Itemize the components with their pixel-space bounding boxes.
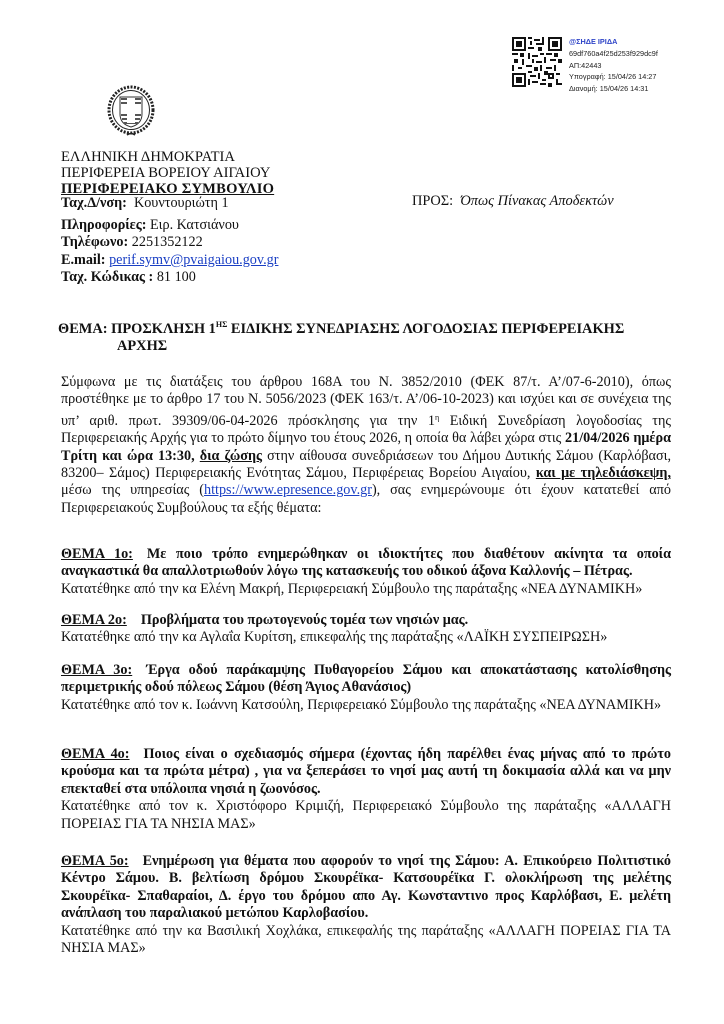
subject-text-b: ΕΙΔΙΚΗΣ ΣΥΝΕΔΡΙΑΣΗΣ ΛΟΓΟΔΟΣΙΑΣ ΠΕΡΙΦΕΡΕΙΑΚΗΣ bbox=[230, 321, 625, 337]
contact-details bbox=[61, 195, 278, 287]
topic-title: Προβλήματα του πρωτογενούς τομέα των νησιών μας. bbox=[140, 612, 469, 628]
email-link[interactable]: perif.symv@pvaigaiou.gov.gr bbox=[109, 251, 279, 268]
remote-note: και με τηλεδιάσκεψη, bbox=[535, 465, 671, 482]
topic-item bbox=[61, 612, 671, 647]
organization-header bbox=[61, 149, 274, 197]
info-value: Ειρ. Κατσιάνου bbox=[150, 216, 239, 233]
info-row bbox=[61, 217, 278, 235]
topic-submitter: Κατατέθηκε από την κα Αγλαΐα Κυρίτση, επικεφαλής της παράταξης «ΛΑΪΚΗ ΣΥΣΠΕΙΡΩΣΗ» bbox=[61, 629, 608, 646]
subject-heading bbox=[58, 316, 658, 355]
intro-paragraph bbox=[61, 374, 671, 517]
topic-item bbox=[61, 662, 671, 714]
recipient-value: Όπως Πίνακας Αποδεκτών bbox=[460, 193, 614, 209]
meeting-date: 21/04/2026 ημέρα Τρίτη και ώρα 13:30, bbox=[61, 430, 671, 464]
info-label: Πληροφορίες: bbox=[61, 216, 147, 233]
topic-item bbox=[61, 746, 671, 833]
topic-submitter: Κατατέθηκε από τον κ. Χριστόφορο Κριμιζή, Περιφερειακό Σύμβουλο της παράταξης «ΑΛΛΑΓΗ ΠΟΡΕΙΑΣ ΓΙΑ ΤΑ ΝΗΣΙΑ ΜΑΣ» bbox=[61, 798, 671, 832]
topic-title: Ενημέρωση για θέματα που αφορούν το νησί της Σάμου: Α. Επικούρειο Πολιτιστικό Κέντρο Σάμου. Β. βελτίωση δρόμου Σκουρέϊκα- Κατσουρέϊκα Γ. ολοκλήρωση της μελέτης Σκουρέϊκα- Σπαθαραίοι, Δ. έργο του δρόμου απο Αγ. Κωνσταντινο προς Καρλόβασι, Ε. μελέτη ανάπλαση του παραλιακού μετώπου Καρλοβασίου. bbox=[61, 853, 672, 922]
intro-text-5: ), σας ενημερώνουμε ότι έχουν κατατεθεί από Περιφερειακούς Συμβούλους τα εξής θέματα: bbox=[61, 482, 671, 516]
intro-text-2: Ειδική Συνεδρίαση λογοδοσίας της Περιφερειακής Αρχής για το πρώτο δίμηνο του έτους 2026, η οποία θα λάβει χώρα στις bbox=[61, 412, 671, 447]
topic-title: Με ποιο τρόπο ενημερώθηκαν οι ιδιοκτήτες που διαθέτουν ακίνητα τα οποία αναγκαστικά θα απαλλοτριωθούν λόγω της κατασκευής του οδικού άξονα Καλλονής – Πέτρας. bbox=[61, 546, 672, 580]
stamp-signature-date: Υπογραφή: 15/04/26 14:27 bbox=[569, 72, 657, 82]
stamp-protocol-number: ΑΠ:42443 bbox=[569, 60, 602, 70]
topic-item bbox=[61, 853, 671, 957]
subject-text-a: ΠΡΟΣΚΛΗΣΗ 1 bbox=[111, 321, 216, 337]
intro-ordinal: η bbox=[434, 412, 440, 422]
topic-submitter: Κατατέθηκε από την κα Ελένη Μακρή, Περιφερειακή Σύμβουλο της παράταξης «ΝΕΑ ΔΥΝΑΜΙΚΗ» bbox=[61, 580, 643, 597]
topic-number: ΘΕΜΑ 1ο: bbox=[61, 546, 133, 562]
intro-text-3: στην αίθουσα συνεδριάσεων του Δήμου Δυτικής Σάμου (Καρλόβασι, 83200– Σάμος) Περιφερειακής Ενότητας Σάμου, Περιφέρειας Βορείου Αιγαίου, bbox=[61, 447, 671, 482]
topic-number: ΘΕΜΑ 2ο: bbox=[61, 612, 127, 628]
in-person-note: δια ζώσης bbox=[199, 447, 263, 464]
postcode-label: Ταχ. Κώδικας : bbox=[61, 269, 154, 286]
org-council: ΠΕΡΙΦΕΡΕΙΑΚΟ ΣΥΜΒΟΥΛΙΟ bbox=[61, 181, 275, 197]
topic-title: Ποιος είναι ο σχεδιασμός σήμερα (έχοντας ήδη παρέλθει ένας μήνας από το πρώτο κρούσμα και τα πρώτα μέτρα) , για να ξεπεράσει το νησί μας αυτή τη δοκιμασία αλλά και να μην επεκταθεί στα υπόλοιπα νησιά η ζωονόσος. bbox=[61, 746, 671, 797]
address-row bbox=[61, 195, 278, 213]
topic-number: ΘΕΜΑ 3ο: bbox=[61, 662, 133, 678]
epresence-link[interactable]: https://www.epresence.gov.gr bbox=[203, 482, 372, 499]
topic-number: ΘΕΜΑ 4ο: bbox=[61, 746, 130, 762]
intro-text-1: Σύμφωνα με τις διατάξεις του άρθρου 168Α του Ν. 3852/2010 (ΦΕΚ 87/τ. Α’/07-6-2010), όπως προστέθηκε με το άρθρο 17 του Ν. 5056/2023 (ΦΕΚ 163/τ. Α’/06-10-2023) και ισχύει και σε συνέχεια της υπ’ αριθ. πρωτ. 39309/06-04-2026 πρόσκλησης για την 1 bbox=[61, 374, 671, 429]
subject-text-c: ΑΡΧΗΣ bbox=[117, 338, 168, 354]
postcode-value: 81 100 bbox=[156, 269, 196, 286]
recipient-label: ΠΡΟΣ: bbox=[412, 193, 454, 209]
org-republic: ΕΛΛΗΝΙΚΗ ΔΗΜΟΚΡΑΤΙΑ bbox=[61, 149, 235, 165]
greek-coat-of-arms-icon bbox=[105, 84, 157, 138]
recipient-line bbox=[412, 193, 614, 210]
email-label: E.mail: bbox=[61, 251, 106, 268]
email-row bbox=[61, 252, 278, 270]
topic-number: ΘΕΜΑ 5ο: bbox=[61, 853, 129, 869]
address-label: Ταχ.Δ/νση: bbox=[61, 195, 127, 211]
org-region: ΠΕΡΙΦΕΡΕΙΑ ΒΟΡΕΙΟΥ ΑΙΓΑΙΟΥ bbox=[61, 165, 271, 181]
subject-ordinal: ΗΣ bbox=[215, 320, 228, 329]
digital-signature-stamp bbox=[512, 36, 712, 96]
topic-submitter: Κατατέθηκε από τον κ. Ιωάννη Κατσούλη, Περιφερειακό Σύμβουλο της παράταξης «ΝΕΑ ΔΥΝΑΜΙΚΗ» bbox=[61, 696, 662, 713]
qr-code-icon bbox=[512, 36, 562, 88]
topic-title: Έργα οδού παράκαμψης Πυθαγορείου Σάμου και αποκατάστασης κατολίσθησης περιμετρικής οδού πόλεως Σάμου (θέση Άγιος Αθανάσιος) bbox=[61, 662, 671, 696]
stamp-brand: @ΣΗΔΕ ΙΡΙΔΑ bbox=[569, 37, 618, 46]
topic-item bbox=[61, 546, 671, 598]
postcode-row bbox=[61, 269, 278, 287]
phone-label: Τηλέφωνο: bbox=[61, 234, 129, 251]
phone-row bbox=[61, 234, 278, 252]
phone-value: 2251352122 bbox=[131, 234, 203, 251]
intro-text-4: μέσω της υπηρεσίας ( bbox=[61, 482, 204, 499]
stamp-distribution-date: Διανομή: 15/04/26 14:31 bbox=[569, 84, 649, 94]
stamp-hash: 69df760a4f25d253f929dc9f bbox=[569, 48, 658, 58]
address-value: Κουντουριώτη 1 bbox=[133, 195, 229, 211]
topic-submitter: Κατατέθηκε από την κα Βασιλική Χοχλάκα, επικεφαλής της παράταξης «ΑΛΛΑΓΗ ΠΟΡΕΙΑΣ ΓΙΑ ΤΑ ΝΗΣΙΑ ΜΑΣ» bbox=[61, 922, 671, 957]
subject-label: ΘΕΜΑ: bbox=[58, 321, 108, 337]
